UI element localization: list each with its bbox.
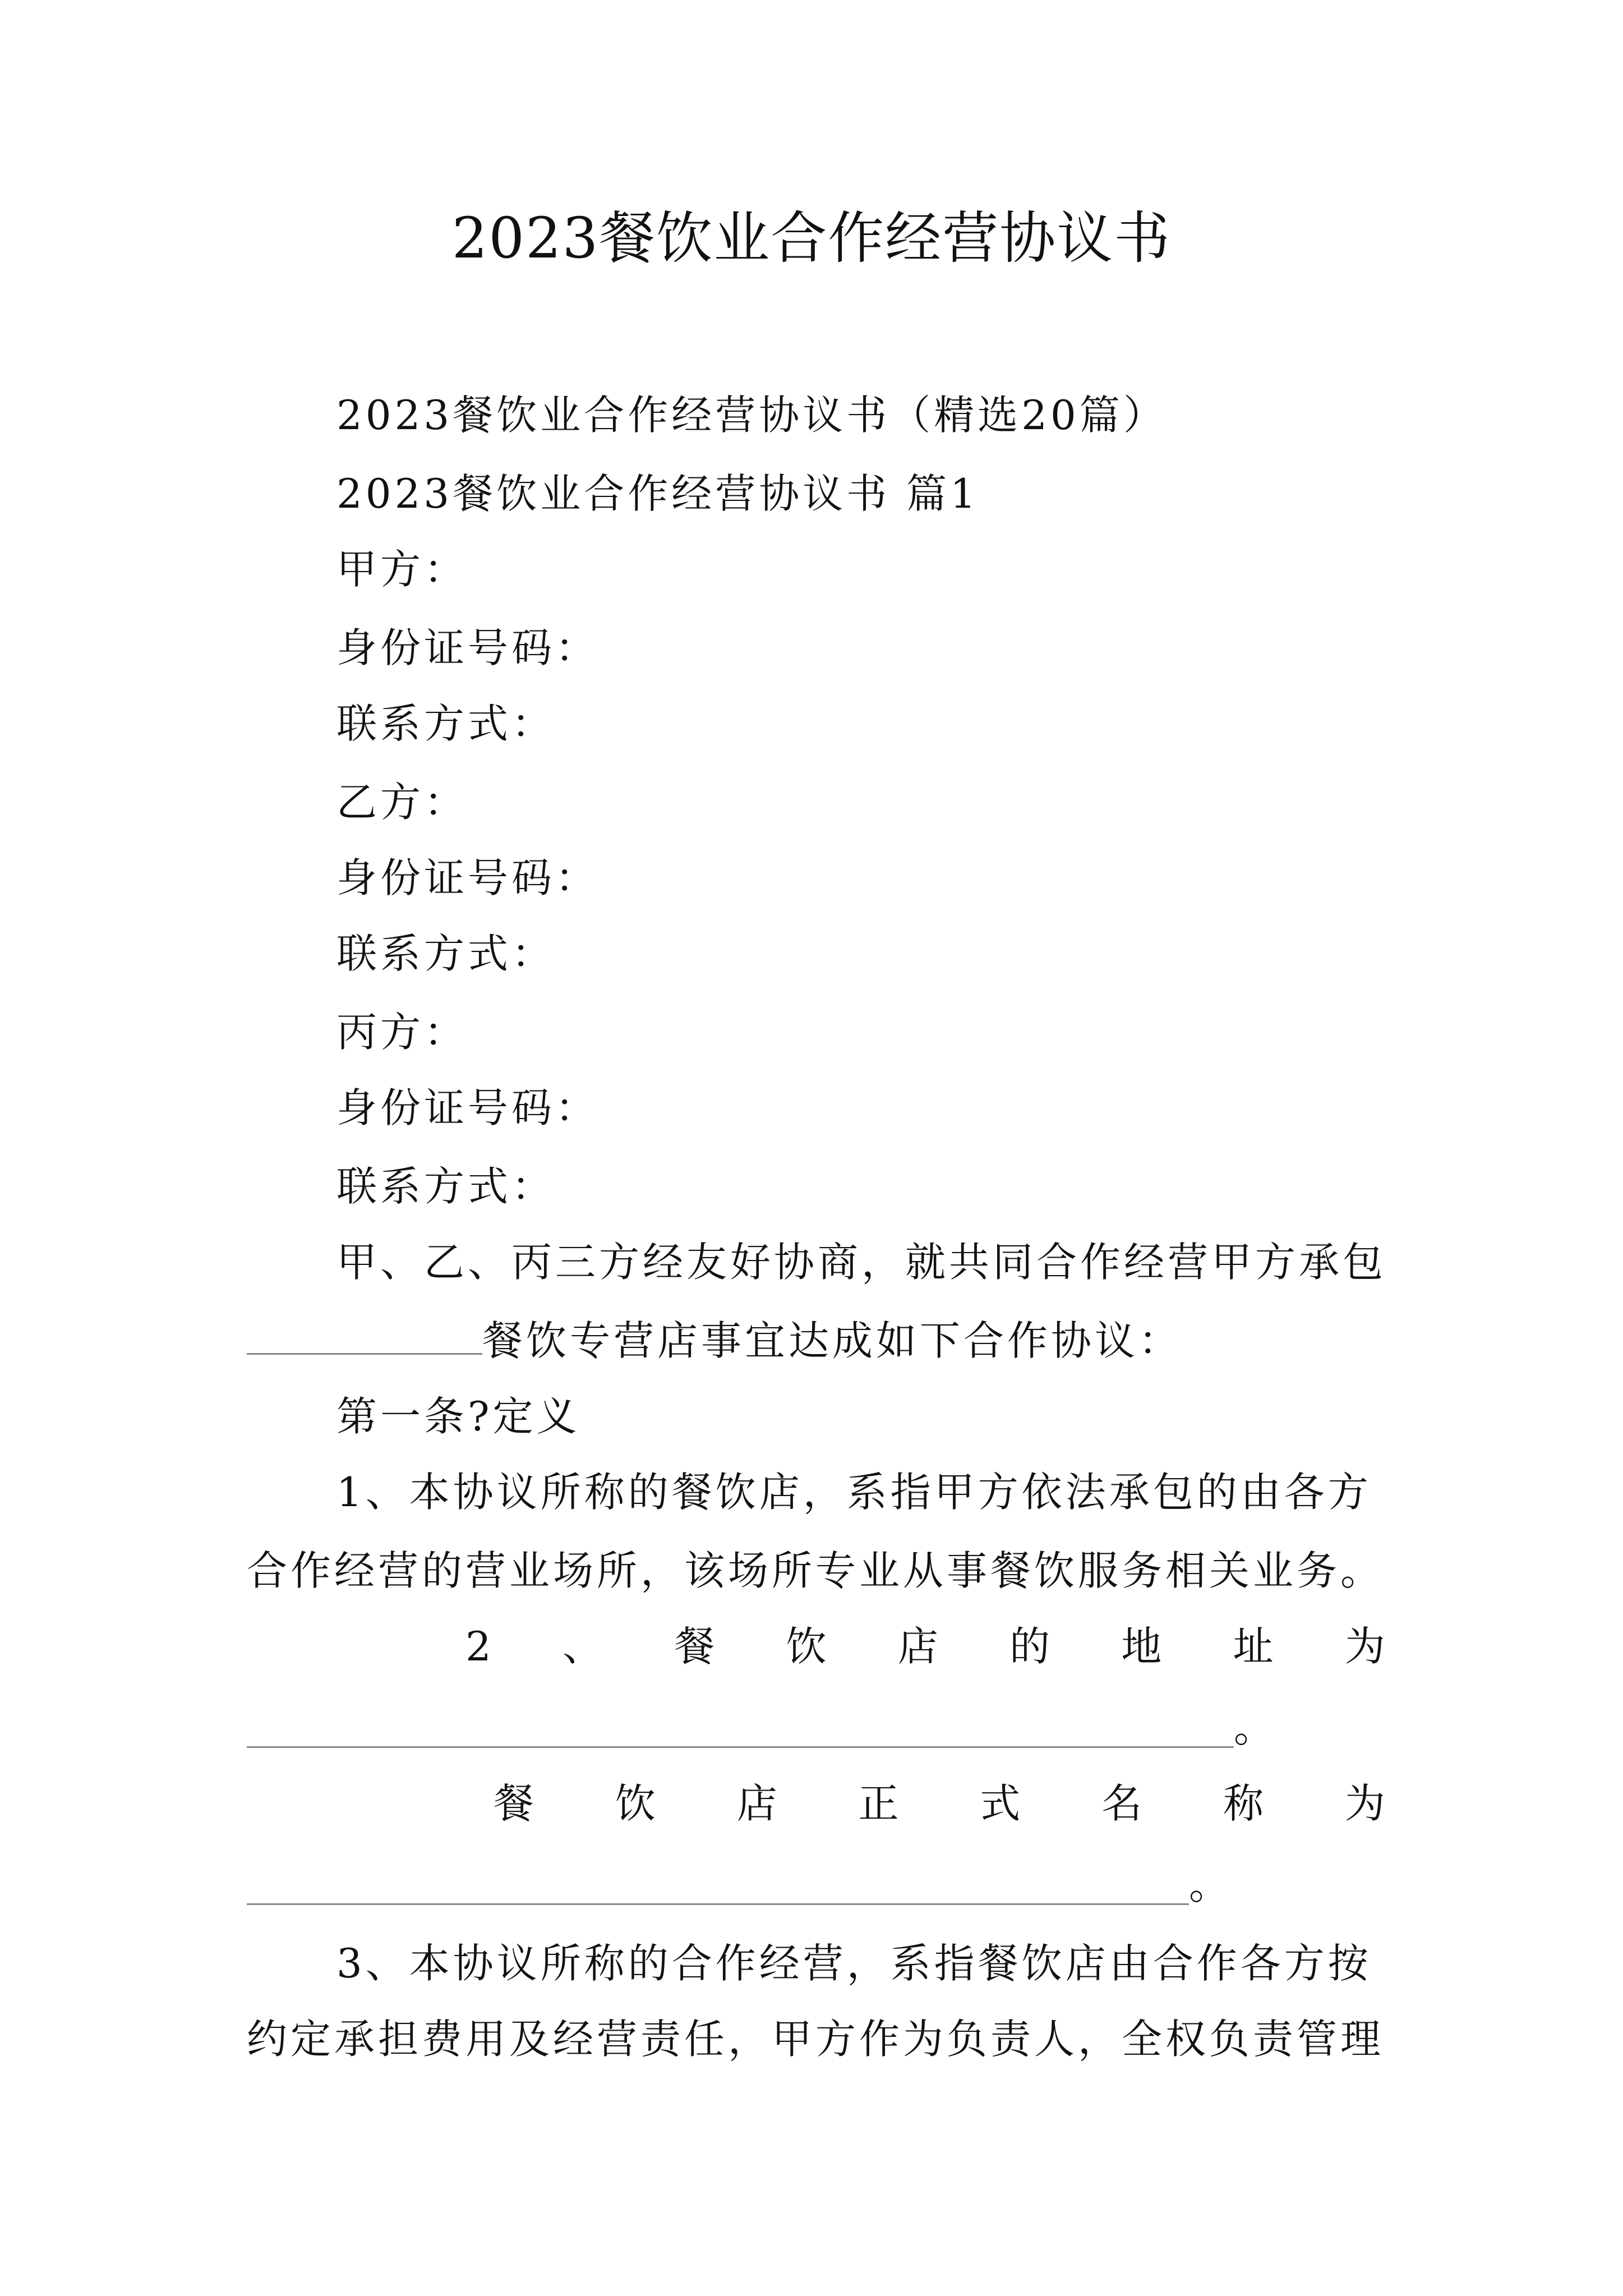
address-blank-line (247, 1700, 1274, 1756)
store-official-name-blank (247, 1864, 1189, 1905)
clause-2b-char: 饮 (615, 1780, 656, 1827)
party-b-contact-label: 联系方式： (336, 930, 556, 977)
address-blank (247, 1707, 1234, 1748)
party-a-contact-label: 联系方式： (336, 700, 556, 747)
clause-1-line1: 1、本协议所称的餐饮店，系指甲方依法承包的由各方 (336, 1469, 1372, 1516)
clause-3-line2: 约定承担费用及经营责任，甲方作为负责人，全权负责管理 (247, 2016, 1385, 2063)
clause-2b-char: 为 (1344, 1780, 1385, 1827)
clause-2-char: 的 (1009, 1623, 1050, 1670)
clause-2-store-name-line (494, 1775, 1385, 1832)
clause-3-line1: 3、本协议所称的合作经营，系指餐饮店由合作各方按 (336, 1940, 1372, 1987)
clause-2-char: 饮 (786, 1623, 827, 1670)
party-c-contact-label: 联系方式： (336, 1163, 556, 1210)
clause-2-address-line (465, 1618, 1385, 1674)
party-c-label: 丙方： (336, 1009, 468, 1056)
clause-2-char: 、 (562, 1623, 603, 1670)
clause-2b-char: 餐 (494, 1780, 534, 1827)
intro-line2-text: 餐饮专营店事宜达成如下合作协议： (482, 1317, 1183, 1364)
store-name-period: 。 (1189, 1861, 1230, 1908)
party-b-label: 乙方： (336, 779, 468, 826)
clause-2-char: 餐 (674, 1623, 715, 1670)
section-heading: 2023餐饮业合作经营协议书 篇1 (336, 470, 979, 517)
clause-1-line2: 合作经营的营业场所，该场所专业从事餐饮服务相关业务。 (247, 1547, 1385, 1594)
intro-paragraph-line2 (247, 1313, 1182, 1369)
article-1-heading: 第一条?定义 (336, 1393, 580, 1440)
party-b-id-label: 身份证号码： (336, 854, 600, 901)
clause-2-char: 店 (897, 1623, 938, 1670)
clause-2b-char: 名 (1101, 1780, 1142, 1827)
store-name-blank (247, 1314, 482, 1355)
clause-2-char: 2 (465, 1623, 491, 1670)
clause-2-char: 址 (1233, 1623, 1274, 1670)
party-a-id-label: 身份证号码： (336, 624, 600, 671)
store-name-blank-line (247, 1857, 1229, 1913)
party-c-id-label: 身份证号码： (336, 1084, 600, 1131)
document-title: 2023餐饮业合作经营协议书 (451, 205, 1172, 271)
subtitle: 2023餐饮业合作经营协议书（精选20篇） (336, 392, 1167, 439)
clause-2b-char: 店 (736, 1780, 777, 1827)
clause-2b-char: 称 (1223, 1780, 1264, 1827)
clause-2b-char: 式 (980, 1780, 1021, 1827)
clause-2b-char: 正 (858, 1780, 899, 1827)
clause-2-char: 为 (1344, 1623, 1385, 1670)
intro-paragraph-line1: 甲、乙、丙三方经友好协商，就共同合作经营甲方承包 (336, 1239, 1387, 1286)
address-period: 。 (1234, 1704, 1275, 1751)
party-a-label: 甲方： (336, 546, 468, 593)
clause-2-char: 地 (1121, 1623, 1162, 1670)
